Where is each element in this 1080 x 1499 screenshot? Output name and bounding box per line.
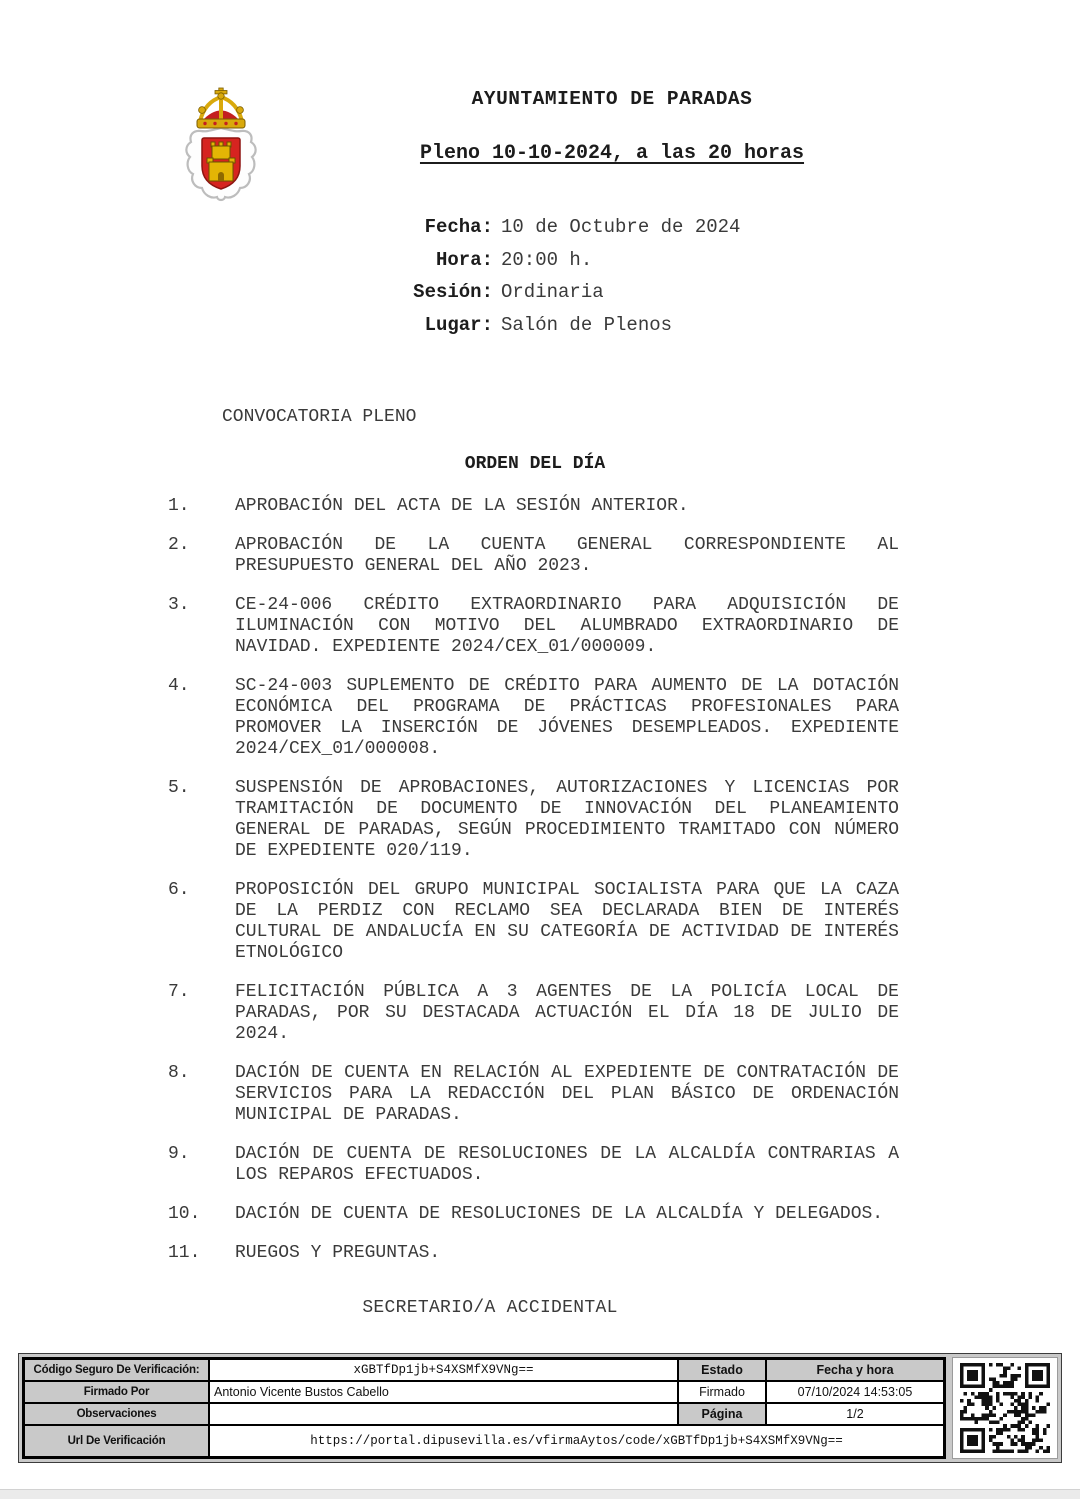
item-text: SUSPENSIÓN DE APROBACIONES, AUTORIZACIONES Y LICENCIAS POR TRAMITACIÓN DE DOCUMENTO DE INNOVACIÓN DEL PLANEAMIENTO GENERAL DE PARADAS, SEGÚN PROCEDIMIENTO TRAMITADO CON NÚMERO DE EXPEDIENTE 020/119.: [235, 778, 899, 861]
agenda-item: [168, 496, 899, 517]
agenda-item: [168, 1243, 899, 1264]
agenda-item: [168, 1204, 899, 1225]
item-text: DACIÓN DE CUENTA DE RESOLUCIONES DE LA ALCALDÍA CONTRARIAS A LOS REPAROS EFECTUADOS.: [235, 1144, 899, 1185]
item-number: 6.: [168, 880, 190, 900]
observations-value-cell: [209, 1403, 678, 1425]
meta-label: Sesión:: [413, 281, 493, 303]
item-number: 8.: [168, 1063, 190, 1083]
item-number: 1.: [168, 496, 190, 516]
page-title: AYUNTAMIENTO DE PARADAS: [471, 88, 753, 110]
csv-value-cell: xGBTfDp1jb+S4XSMfX9VNg==: [209, 1359, 678, 1381]
pagina-value-cell: 1/2: [766, 1403, 944, 1425]
window-bottom-edge: [0, 1489, 1080, 1499]
qr-code-box: [952, 1357, 1058, 1459]
session-title: Pleno 10-10-2024, a las 20 horas: [419, 142, 805, 165]
meta-label: Fecha:: [424, 216, 493, 238]
agenda-item: [168, 982, 899, 1045]
item-text: RUEGOS Y PREGUNTAS.: [235, 1243, 441, 1263]
url-label-cell: Url De Verificación: [24, 1425, 209, 1457]
meta-value: Salón de Plenos: [501, 313, 673, 336]
meta-label: Lugar:: [424, 313, 493, 336]
item-number: 4.: [168, 676, 190, 696]
estado-value-cell: Firmado: [678, 1381, 766, 1403]
meta-value: 10 de Octubre de 2024: [501, 216, 741, 238]
item-text: FELICITACIÓN PÚBLICA A 3 AGENTES DE LA POLICÍA LOCAL DE PARADAS, POR SU DESTACADA ACTUACIÓN EL DÍA 18 DE JULIO DE 2024.: [235, 982, 899, 1044]
convocatoria-label: CONVOCATORIA PLENO: [222, 407, 417, 427]
csv-label-cell: Código Seguro De Verificación:: [24, 1359, 209, 1381]
item-number: 2.: [168, 535, 190, 555]
meta-value: Ordinaria: [501, 281, 604, 303]
agenda-item: [168, 778, 899, 862]
signature-role: SECRETARIO/A ACCIDENTAL: [362, 1298, 618, 1318]
agenda-title: ORDEN DEL DÍA: [464, 454, 606, 474]
item-text: DACIÓN DE CUENTA DE RESOLUCIONES DE LA ALCALDÍA Y DELEGADOS.: [235, 1204, 884, 1224]
meta-row-hora: [350, 249, 740, 282]
meta-row-lugar: [350, 314, 740, 347]
verification-footer: [18, 1353, 1062, 1463]
meta-row-sesion: [350, 281, 740, 314]
session-meta: [350, 216, 740, 346]
item-text: CE-24-006 CRÉDITO EXTRAORDINARIO PARA ADQUISICIÓN DE ILUMINACIÓN CON MOTIVO DEL ALUMBRADO EXTRAORDINARIO DE NAVIDAD. EXPEDIENTE 2024/CEX_01/000009.: [235, 595, 899, 657]
item-number: 7.: [168, 982, 190, 1002]
agenda-item: [168, 1063, 899, 1126]
agenda-item: [168, 880, 899, 964]
item-number: 3.: [168, 595, 190, 615]
item-text: APROBACIÓN DE LA CUENTA GENERAL CORRESPONDIENTE AL PRESUPUESTO GENERAL DEL AÑO 2023.: [235, 535, 899, 576]
item-number: 5.: [168, 778, 190, 798]
agenda-item: [168, 676, 899, 760]
fecha-hora-header-cell: Fecha y hora: [766, 1359, 944, 1381]
fecha-hora-value-cell: 07/10/2024 14:53:05: [766, 1381, 944, 1403]
agenda-item: [168, 535, 899, 577]
meta-row-fecha: [350, 216, 740, 249]
item-number: 10.: [168, 1204, 201, 1224]
signed-by-value-cell: Antonio Vicente Bustos Cabello: [209, 1381, 678, 1403]
signed-by-label-cell: Firmado Por: [24, 1381, 209, 1403]
item-text: PROPOSICIÓN DEL GRUPO MUNICIPAL SOCIALISTA PARA QUE LA CAZA DE LA PERDIZ CON RECLAMO SEA DECLARADA BIEN DE INTERÉS CULTURAL DE ANDALUCÍA EN SU CATEGORÍA DE ACTIVIDAD DE INTERÉS ETNOLÓGICO: [235, 880, 899, 963]
verification-table: [22, 1357, 946, 1459]
meta-label: Hora:: [435, 248, 493, 271]
verification-qr-code-icon: [960, 1363, 1050, 1453]
agenda-item: [168, 1144, 899, 1186]
item-number: 11.: [168, 1243, 201, 1263]
item-text: SC-24-003 SUPLEMENTO DE CRÉDITO PARA AUMENTO DE LA DOTACIÓN ECONÓMICA DEL PROGRAMA DE PRÁCTICAS PROFESIONALES PARA PROMOVER LA INSERCIÓN DE JÓVENES DESEMPLEADOS. EXPEDIENTE 2024/CEX_01/000008.: [235, 676, 899, 759]
item-number: 9.: [168, 1144, 190, 1164]
url-value-cell: https://portal.dipusevilla.es/vfirmaAytos/code/xGBTfDp1jb+S4XSMfX9VNg==: [209, 1425, 944, 1457]
meta-value: 20:00 h.: [501, 248, 593, 271]
observations-label-cell: Observaciones: [24, 1403, 209, 1425]
estado-header-cell: Estado: [678, 1359, 766, 1381]
agenda-list: [168, 496, 899, 1282]
item-text: APROBACIÓN DEL ACTA DE LA SESIÓN ANTERIOR.: [235, 496, 689, 516]
item-text: DACIÓN DE CUENTA EN RELACIÓN AL EXPEDIENTE DE CONTRATACIÓN DE SERVICIOS PARA LA REDACCIÓN DEL PLAN BÁSICO DE ORDENACIÓN MUNICIPAL DE PARADAS.: [235, 1063, 899, 1125]
agenda-item: [168, 595, 899, 658]
pagina-header-cell: Página: [678, 1403, 766, 1425]
